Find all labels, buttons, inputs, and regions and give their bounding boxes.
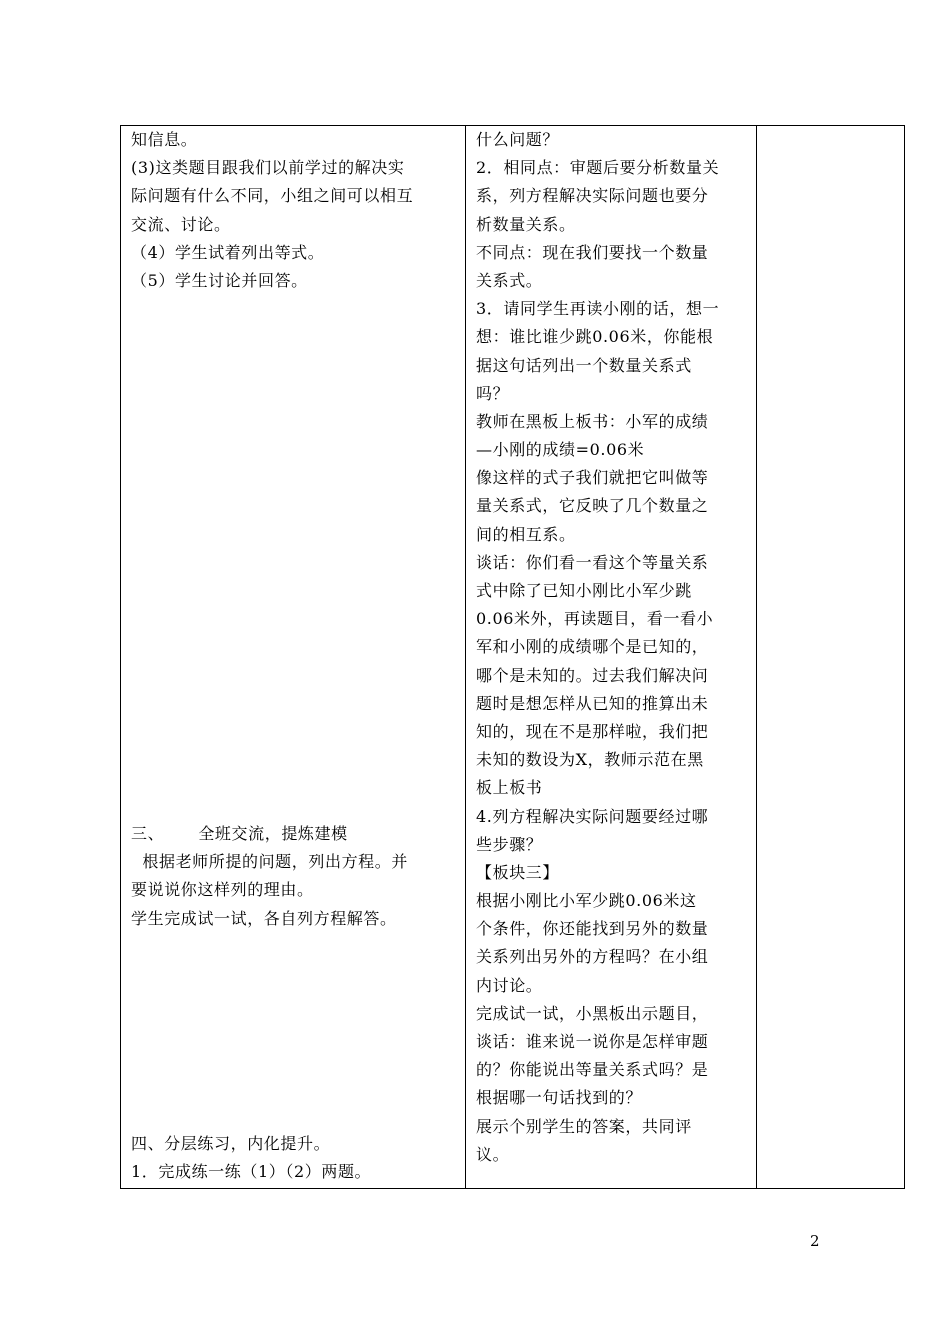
text-line: 系，列方程解决实际问题也要分 xyxy=(476,186,709,206)
text-line: 据这句话列出一个数量关系式 xyxy=(476,355,692,375)
text-line: 的？你能说出等量关系式吗？是 xyxy=(476,1060,709,1080)
section-heading: 四、分层练习，内化提升。 xyxy=(131,1134,331,1153)
teacher-activity-column xyxy=(476,126,756,1188)
text-line: 要说说你这样列的理由。 xyxy=(131,880,314,900)
text-line: (3)这类题目跟我们以前学过的解决实 xyxy=(131,158,405,178)
text-line: 未知的数设为X，教师示范在黑 xyxy=(476,750,704,770)
left-section-3 xyxy=(131,820,408,933)
page-number: 2 xyxy=(810,1232,820,1250)
text-line: 吗？ xyxy=(476,383,510,403)
text-line: 议。 xyxy=(476,1144,510,1164)
text-line: 板上板书 xyxy=(476,778,543,798)
text-line: —小刚的成绩=0.06米 xyxy=(476,440,645,460)
text-line: 什么问题？ xyxy=(476,130,560,149)
text-line: （5）学生讨论并回答。 xyxy=(131,270,308,290)
text-line: 3．请同学生再读小刚的话，想一 xyxy=(476,299,720,319)
text-line: 军和小刚的成绩哪个是已知的， xyxy=(476,637,709,657)
student-activity-column xyxy=(131,126,461,1188)
text-line: 知信息。 xyxy=(131,130,198,149)
text-line: 关系列出另外的方程吗？在小组 xyxy=(476,947,709,967)
section-heading: 三、 全班交流，提炼建模 xyxy=(131,824,348,843)
text-line: 根据老师所提的问题，列出方程。并 xyxy=(131,852,408,872)
section-heading: 【板块三】 xyxy=(476,862,560,882)
text-line: 教师在黑板上板书：小军的成绩 xyxy=(476,411,709,431)
text-line: 4.列方程解决实际问题要经过哪 xyxy=(476,806,709,826)
text-line: 际问题有什么不同，小组之间可以相互 xyxy=(131,186,414,206)
text-line: 想：谁比谁少跳0.06米，你能根 xyxy=(476,327,714,347)
text-line: 量关系式，它反映了几个数量之 xyxy=(476,496,709,516)
text-line: 内讨论。 xyxy=(476,975,543,995)
text-line: 析数量关系。 xyxy=(476,214,576,234)
text-line: 根据小刚比小军少跳0.06米这 xyxy=(476,891,697,911)
text-line: 些步骤？ xyxy=(476,834,543,854)
text-line: 间的相互系。 xyxy=(476,524,576,544)
text-line: 式中除了已知小刚比小军少跳 xyxy=(476,581,692,600)
text-line: 个条件，你还能找到另外的数量 xyxy=(476,919,709,939)
text-line: 展示个别学生的答案，共同评 xyxy=(476,1116,692,1136)
text-line: 题时是想怎样从已知的推算出未 xyxy=(476,693,709,713)
text-line: 0.06米外，再读题目，看一看小 xyxy=(476,609,714,629)
text-line: 2．相同点：审题后要分析数量关 xyxy=(476,158,720,178)
text-line: 知的，现在不是那样啦，我们把 xyxy=(476,721,709,741)
text-line: 谈话：谁来说一说你是怎样审题 xyxy=(476,1032,709,1051)
text-line: 关系式。 xyxy=(476,270,543,290)
left-top-block xyxy=(131,126,461,295)
text-line: 交流、讨论。 xyxy=(131,214,231,234)
text-line: 哪个是未知的。过去我们解决问 xyxy=(476,665,709,685)
text-line: 谈话：你们看一看这个等量关系 xyxy=(476,552,709,572)
text-line: 像这样的式子我们就把它叫做等 xyxy=(476,468,709,488)
notes-column xyxy=(757,126,904,1188)
lesson-table xyxy=(120,125,905,1189)
text-line: （4）学生试着列出等式。 xyxy=(131,242,325,262)
text-line: 1．完成练一练（1）（2）两题。 xyxy=(131,1162,372,1182)
text-line: 完成试一试，小黑板出示题目， xyxy=(476,1003,709,1023)
text-line: 不同点：现在我们要找一个数量 xyxy=(476,242,709,262)
text-line: 学生完成试一试，各自列方程解答。 xyxy=(131,908,397,928)
text-line: 根据哪一句话找到的？ xyxy=(476,1088,643,1108)
column-divider-1 xyxy=(465,126,466,1188)
left-section-4 xyxy=(131,1130,371,1186)
